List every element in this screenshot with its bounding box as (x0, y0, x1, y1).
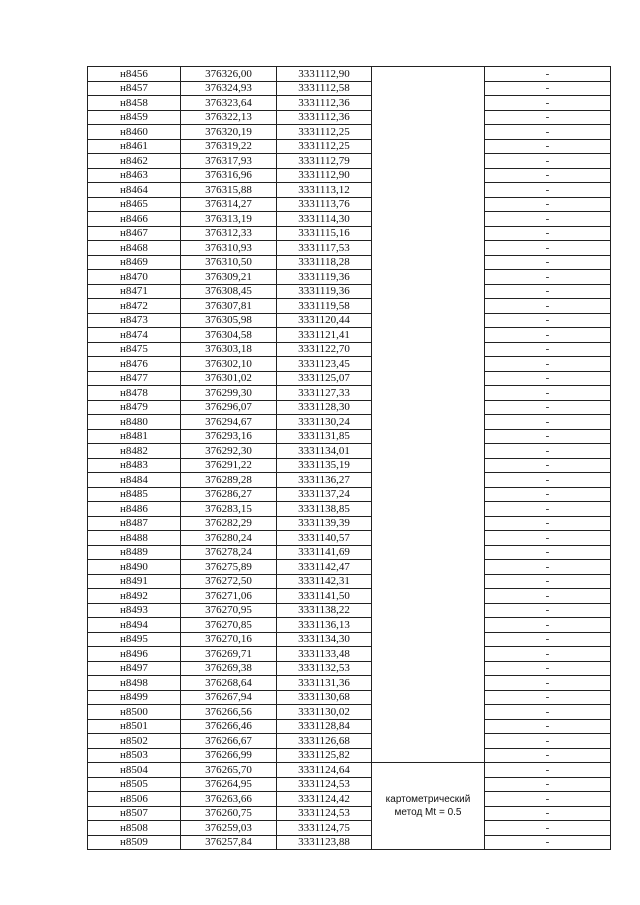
point-id-cell: н8466 (88, 212, 181, 227)
y-coordinate-cell: 3331133,48 (277, 647, 372, 662)
y-coordinate-cell: 3331136,13 (277, 618, 372, 633)
table-row (88, 705, 611, 720)
accuracy-cell: - (485, 458, 611, 473)
point-id-cell: н8465 (88, 197, 181, 212)
x-coordinate-cell: 376293,16 (181, 429, 277, 444)
x-coordinate-cell: 376312,33 (181, 226, 277, 241)
accuracy-cell: - (485, 313, 611, 328)
x-coordinate-cell: 376296,07 (181, 400, 277, 415)
x-coordinate-cell: 376265,70 (181, 763, 277, 778)
accuracy-cell: - (485, 241, 611, 256)
table-row (88, 96, 611, 111)
table-row (88, 241, 611, 256)
accuracy-cell: - (485, 125, 611, 140)
table-row (88, 125, 611, 140)
y-coordinate-cell: 3331114,30 (277, 212, 372, 227)
accuracy-cell: - (485, 197, 611, 212)
point-id-cell: н8468 (88, 241, 181, 256)
y-coordinate-cell: 3331123,45 (277, 357, 372, 372)
y-coordinate-cell: 3331113,76 (277, 197, 372, 212)
y-coordinate-cell: 3331121,41 (277, 328, 372, 343)
table-row (88, 647, 611, 662)
x-coordinate-cell: 376303,18 (181, 342, 277, 357)
y-coordinate-cell: 3331112,36 (277, 96, 372, 111)
accuracy-cell: - (485, 632, 611, 647)
accuracy-cell: - (485, 168, 611, 183)
accuracy-cell: - (485, 342, 611, 357)
x-coordinate-cell: 376292,30 (181, 444, 277, 459)
table-row (88, 197, 611, 212)
point-id-cell: н8505 (88, 777, 181, 792)
table-row (88, 748, 611, 763)
y-coordinate-cell: 3331112,90 (277, 67, 372, 82)
accuracy-cell: - (485, 603, 611, 618)
table-row (88, 255, 611, 270)
y-coordinate-cell: 3331139,39 (277, 516, 372, 531)
point-id-cell: н8508 (88, 821, 181, 836)
y-coordinate-cell: 3331124,53 (277, 806, 372, 821)
accuracy-cell: - (485, 328, 611, 343)
y-coordinate-cell: 3331119,58 (277, 299, 372, 314)
point-id-cell: н8496 (88, 647, 181, 662)
point-id-cell: н8460 (88, 125, 181, 140)
accuracy-cell: - (485, 516, 611, 531)
point-id-cell: н8504 (88, 763, 181, 778)
method-cell (372, 763, 485, 850)
x-coordinate-cell: 376310,50 (181, 255, 277, 270)
point-id-cell: н8503 (88, 748, 181, 763)
table-row (88, 661, 611, 676)
x-coordinate-cell: 376269,71 (181, 647, 277, 662)
y-coordinate-cell: 3331124,53 (277, 777, 372, 792)
table-row (88, 487, 611, 502)
table-row (88, 284, 611, 299)
point-id-cell: н8486 (88, 502, 181, 517)
x-coordinate-cell: 376316,96 (181, 168, 277, 183)
x-coordinate-cell: 376257,84 (181, 835, 277, 850)
x-coordinate-cell: 376304,58 (181, 328, 277, 343)
y-coordinate-cell: 3331119,36 (277, 284, 372, 299)
y-coordinate-cell: 3331142,47 (277, 560, 372, 575)
accuracy-cell: - (485, 255, 611, 270)
table-row (88, 458, 611, 473)
y-coordinate-cell: 3331127,33 (277, 386, 372, 401)
table-row (88, 545, 611, 560)
y-coordinate-cell: 3331131,36 (277, 676, 372, 691)
point-id-cell: н8475 (88, 342, 181, 357)
x-coordinate-cell: 376313,19 (181, 212, 277, 227)
point-id-cell: н8476 (88, 357, 181, 372)
accuracy-cell: - (485, 647, 611, 662)
table-row (88, 139, 611, 154)
x-coordinate-cell: 376314,27 (181, 197, 277, 212)
accuracy-cell: - (485, 821, 611, 836)
accuracy-cell: - (485, 444, 611, 459)
method-text-line: картометрический (385, 794, 471, 805)
method-cell-empty (372, 67, 485, 763)
table-row (88, 676, 611, 691)
x-coordinate-cell: 376320,19 (181, 125, 277, 140)
point-id-cell: н8481 (88, 429, 181, 444)
y-coordinate-cell: 3331128,30 (277, 400, 372, 415)
accuracy-cell: - (485, 110, 611, 125)
accuracy-cell: - (485, 473, 611, 488)
y-coordinate-cell: 3331125,07 (277, 371, 372, 386)
y-coordinate-cell: 3331140,57 (277, 531, 372, 546)
point-id-cell: н8456 (88, 67, 181, 82)
point-id-cell: н8493 (88, 603, 181, 618)
x-coordinate-cell: 376286,27 (181, 487, 277, 502)
x-coordinate-cell: 376309,21 (181, 270, 277, 285)
x-coordinate-cell: 376270,16 (181, 632, 277, 647)
table-row (88, 212, 611, 227)
accuracy-cell: - (485, 183, 611, 198)
y-coordinate-cell: 3331122,70 (277, 342, 372, 357)
table-row (88, 835, 611, 850)
x-coordinate-cell: 376259,03 (181, 821, 277, 836)
point-id-cell: н8488 (88, 531, 181, 546)
x-coordinate-cell: 376280,24 (181, 531, 277, 546)
method-text-line: метод Mt = 0.5 (394, 807, 462, 818)
table-row (88, 444, 611, 459)
x-coordinate-cell: 376307,81 (181, 299, 277, 314)
y-coordinate-cell: 3331124,42 (277, 792, 372, 807)
y-coordinate-cell: 3331130,68 (277, 690, 372, 705)
y-coordinate-cell: 3331112,36 (277, 110, 372, 125)
x-coordinate-cell: 376315,88 (181, 183, 277, 198)
table-row (88, 110, 611, 125)
accuracy-cell: - (485, 299, 611, 314)
point-id-cell: н8492 (88, 589, 181, 604)
accuracy-cell: - (485, 415, 611, 430)
x-coordinate-cell: 376310,93 (181, 241, 277, 256)
x-coordinate-cell: 376299,30 (181, 386, 277, 401)
accuracy-cell: - (485, 748, 611, 763)
accuracy-cell: - (485, 284, 611, 299)
table-row (88, 183, 611, 198)
table-row (88, 821, 611, 836)
point-id-cell: н8509 (88, 835, 181, 850)
point-id-cell: н8495 (88, 632, 181, 647)
y-coordinate-cell: 3331112,90 (277, 168, 372, 183)
accuracy-cell: - (485, 560, 611, 575)
y-coordinate-cell: 3331138,22 (277, 603, 372, 618)
accuracy-cell: - (485, 139, 611, 154)
y-coordinate-cell: 3331112,58 (277, 81, 372, 96)
point-id-cell: н8489 (88, 545, 181, 560)
y-coordinate-cell: 3331135,19 (277, 458, 372, 473)
accuracy-cell: - (485, 81, 611, 96)
y-coordinate-cell: 3331112,79 (277, 154, 372, 169)
y-coordinate-cell: 3331126,68 (277, 734, 372, 749)
accuracy-cell: - (485, 386, 611, 401)
point-id-cell: н8480 (88, 415, 181, 430)
point-id-cell: н8474 (88, 328, 181, 343)
point-id-cell: н8506 (88, 792, 181, 807)
x-coordinate-cell: 376268,64 (181, 676, 277, 691)
table-row (88, 328, 611, 343)
point-id-cell: н8497 (88, 661, 181, 676)
y-coordinate-cell: 3331112,25 (277, 125, 372, 140)
y-coordinate-cell: 3331119,36 (277, 270, 372, 285)
x-coordinate-cell: 376266,67 (181, 734, 277, 749)
accuracy-cell: - (485, 777, 611, 792)
x-coordinate-cell: 376267,94 (181, 690, 277, 705)
point-id-cell: н8500 (88, 705, 181, 720)
point-id-cell: н8472 (88, 299, 181, 314)
table-row (88, 603, 611, 618)
table-row (88, 386, 611, 401)
table-row (88, 357, 611, 372)
table-row (88, 313, 611, 328)
table-row (88, 270, 611, 285)
table-row (88, 415, 611, 430)
accuracy-cell: - (485, 154, 611, 169)
x-coordinate-cell: 376319,22 (181, 139, 277, 154)
coordinate-table-sheet (87, 66, 610, 849)
x-coordinate-cell: 376266,46 (181, 719, 277, 734)
y-coordinate-cell: 3331141,50 (277, 589, 372, 604)
accuracy-cell: - (485, 792, 611, 807)
point-id-cell: н8485 (88, 487, 181, 502)
y-coordinate-cell: 3331141,69 (277, 545, 372, 560)
point-id-cell: н8457 (88, 81, 181, 96)
y-coordinate-cell: 3331124,64 (277, 763, 372, 778)
accuracy-cell: - (485, 574, 611, 589)
table-row (88, 371, 611, 386)
table-row (88, 502, 611, 517)
y-coordinate-cell: 3331142,31 (277, 574, 372, 589)
x-coordinate-cell: 376291,22 (181, 458, 277, 473)
point-id-cell: н8483 (88, 458, 181, 473)
accuracy-cell: - (485, 661, 611, 676)
point-id-cell: н8499 (88, 690, 181, 705)
point-id-cell: н8462 (88, 154, 181, 169)
accuracy-cell: - (485, 763, 611, 778)
point-id-cell: н8477 (88, 371, 181, 386)
x-coordinate-cell: 376271,06 (181, 589, 277, 604)
coordinate-table-body (88, 67, 611, 850)
table-row (88, 589, 611, 604)
accuracy-cell: - (485, 618, 611, 633)
point-id-cell: н8470 (88, 270, 181, 285)
table-row (88, 560, 611, 575)
point-id-cell: н8471 (88, 284, 181, 299)
y-coordinate-cell: 3331138,85 (277, 502, 372, 517)
table-row (88, 531, 611, 546)
point-id-cell: н8507 (88, 806, 181, 821)
x-coordinate-cell: 376301,02 (181, 371, 277, 386)
point-id-cell: н8494 (88, 618, 181, 633)
point-id-cell: н8469 (88, 255, 181, 270)
accuracy-cell: - (485, 705, 611, 720)
point-id-cell: н8498 (88, 676, 181, 691)
coordinate-table (87, 66, 611, 850)
table-row (88, 429, 611, 444)
y-coordinate-cell: 3331120,44 (277, 313, 372, 328)
point-id-cell: н8502 (88, 734, 181, 749)
accuracy-cell: - (485, 400, 611, 415)
accuracy-cell: - (485, 357, 611, 372)
point-id-cell: н8458 (88, 96, 181, 111)
x-coordinate-cell: 376278,24 (181, 545, 277, 560)
table-row (88, 154, 611, 169)
y-coordinate-cell: 3331125,82 (277, 748, 372, 763)
y-coordinate-cell: 3331113,12 (277, 183, 372, 198)
x-coordinate-cell: 376324,93 (181, 81, 277, 96)
table-row (88, 400, 611, 415)
accuracy-cell: - (485, 487, 611, 502)
x-coordinate-cell: 376270,85 (181, 618, 277, 633)
y-coordinate-cell: 3331118,28 (277, 255, 372, 270)
y-coordinate-cell: 3331134,30 (277, 632, 372, 647)
accuracy-cell: - (485, 676, 611, 691)
accuracy-cell: - (485, 734, 611, 749)
accuracy-cell: - (485, 835, 611, 850)
table-row (88, 574, 611, 589)
accuracy-cell: - (485, 531, 611, 546)
point-id-cell: н8478 (88, 386, 181, 401)
table-row (88, 168, 611, 183)
table-row (88, 342, 611, 357)
x-coordinate-cell: 376282,29 (181, 516, 277, 531)
x-coordinate-cell: 376266,99 (181, 748, 277, 763)
accuracy-cell: - (485, 502, 611, 517)
accuracy-cell: - (485, 545, 611, 560)
point-id-cell: н8482 (88, 444, 181, 459)
table-row (88, 618, 611, 633)
accuracy-cell: - (485, 67, 611, 82)
y-coordinate-cell: 3331136,27 (277, 473, 372, 488)
x-coordinate-cell: 376272,50 (181, 574, 277, 589)
point-id-cell: н8490 (88, 560, 181, 575)
y-coordinate-cell: 3331130,02 (277, 705, 372, 720)
point-id-cell: н8461 (88, 139, 181, 154)
table-row (88, 734, 611, 749)
table-row (88, 632, 611, 647)
y-coordinate-cell: 3331117,53 (277, 241, 372, 256)
x-coordinate-cell: 376305,98 (181, 313, 277, 328)
x-coordinate-cell: 376323,64 (181, 96, 277, 111)
accuracy-cell: - (485, 212, 611, 227)
accuracy-cell: - (485, 589, 611, 604)
table-row (88, 719, 611, 734)
point-id-cell: н8479 (88, 400, 181, 415)
x-coordinate-cell: 376270,95 (181, 603, 277, 618)
table-row (88, 690, 611, 705)
x-coordinate-cell: 376263,66 (181, 792, 277, 807)
accuracy-cell: - (485, 429, 611, 444)
y-coordinate-cell: 3331132,53 (277, 661, 372, 676)
point-id-cell: н8464 (88, 183, 181, 198)
x-coordinate-cell: 376289,28 (181, 473, 277, 488)
point-id-cell: н8463 (88, 168, 181, 183)
y-coordinate-cell: 3331130,24 (277, 415, 372, 430)
accuracy-cell: - (485, 371, 611, 386)
x-coordinate-cell: 376260,75 (181, 806, 277, 821)
table-row (88, 299, 611, 314)
x-coordinate-cell: 376264,95 (181, 777, 277, 792)
x-coordinate-cell: 376322,13 (181, 110, 277, 125)
x-coordinate-cell: 376275,89 (181, 560, 277, 575)
point-id-cell: н8484 (88, 473, 181, 488)
accuracy-cell: - (485, 719, 611, 734)
point-id-cell: н8491 (88, 574, 181, 589)
y-coordinate-cell: 3331137,24 (277, 487, 372, 502)
point-id-cell: н8459 (88, 110, 181, 125)
table-row (88, 763, 611, 778)
y-coordinate-cell: 3331115,16 (277, 226, 372, 241)
x-coordinate-cell: 376308,45 (181, 284, 277, 299)
x-coordinate-cell: 376326,00 (181, 67, 277, 82)
x-coordinate-cell: 376317,93 (181, 154, 277, 169)
table-row (88, 473, 611, 488)
y-coordinate-cell: 3331124,75 (277, 821, 372, 836)
accuracy-cell: - (485, 690, 611, 705)
x-coordinate-cell: 376302,10 (181, 357, 277, 372)
y-coordinate-cell: 3331128,84 (277, 719, 372, 734)
y-coordinate-cell: 3331131,85 (277, 429, 372, 444)
y-coordinate-cell: 3331112,25 (277, 139, 372, 154)
y-coordinate-cell: 3331123,88 (277, 835, 372, 850)
point-id-cell: н8487 (88, 516, 181, 531)
point-id-cell: н8467 (88, 226, 181, 241)
table-row (88, 67, 611, 82)
table-row (88, 777, 611, 792)
x-coordinate-cell: 376283,15 (181, 502, 277, 517)
x-coordinate-cell: 376294,67 (181, 415, 277, 430)
y-coordinate-cell: 3331134,01 (277, 444, 372, 459)
table-row (88, 806, 611, 821)
x-coordinate-cell: 376269,38 (181, 661, 277, 676)
point-id-cell: н8473 (88, 313, 181, 328)
accuracy-cell: - (485, 96, 611, 111)
table-row (88, 516, 611, 531)
accuracy-cell: - (485, 270, 611, 285)
table-row (88, 226, 611, 241)
table-row (88, 792, 611, 807)
accuracy-cell: - (485, 226, 611, 241)
x-coordinate-cell: 376266,56 (181, 705, 277, 720)
point-id-cell: н8501 (88, 719, 181, 734)
accuracy-cell: - (485, 806, 611, 821)
table-row (88, 81, 611, 96)
